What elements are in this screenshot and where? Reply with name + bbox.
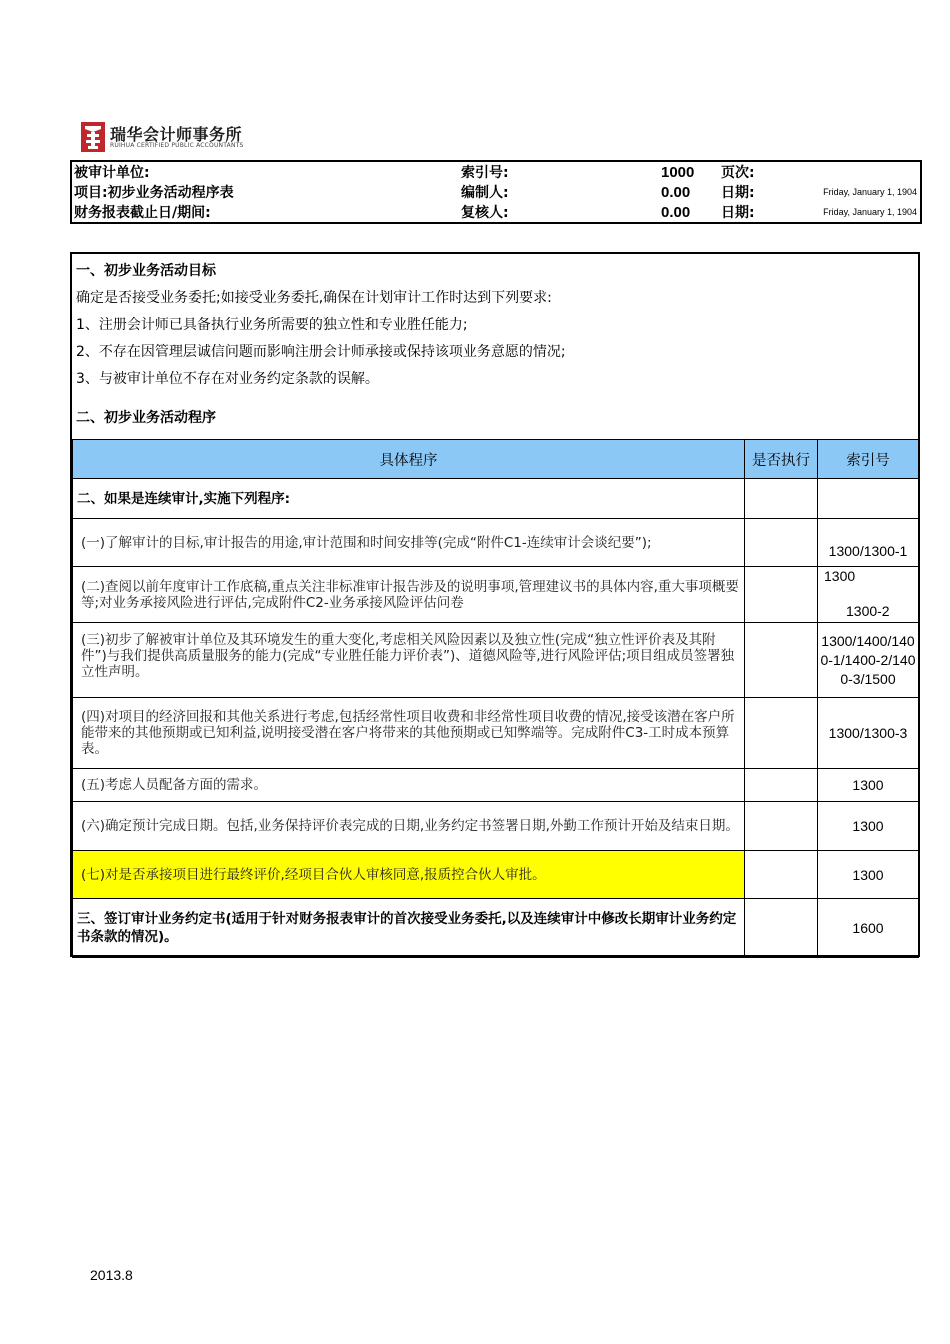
procedures-table: [72, 439, 919, 958]
procedure-text: (一)了解审计的目标,审计报告的用途,审计范围和时间安排等(完成“附件C1-连续审计会谈纪要”);: [73, 519, 745, 567]
reviewer-value: 0.00: [661, 203, 691, 221]
header-table: [70, 160, 922, 224]
version-label: 2013.8: [90, 1267, 133, 1283]
procedures-title: 二、初步业务活动程序: [76, 410, 216, 426]
reviewer-label: 复核人:: [461, 205, 509, 221]
company-logo: [80, 121, 280, 155]
procedure-index: 1300/1300-1: [818, 519, 919, 567]
prepared-date-label: 日期:: [721, 185, 755, 201]
section-continuing-audit: 二、如果是连续审计,实施下列程序:: [73, 479, 745, 519]
procedure-text: (三)初步了解被审计单位及其环境发生的重大变化,考虑相关风险因素以及独立性(完成“独立性评价表及其附件”)与我们提供高质量服务的能力(完成“专业胜任能力评价表”)、道德风险等,进行风险评估;项目组成员签署独立性声明。: [73, 623, 745, 698]
main-section: [70, 252, 920, 957]
table-row-highlighted: [73, 851, 919, 899]
procedure-index: 1300: [818, 802, 919, 851]
executed-cell[interactable]: [745, 519, 818, 567]
executed-cell[interactable]: [745, 479, 818, 519]
procedure-index: 1300: [818, 769, 919, 802]
table-row: [73, 899, 919, 958]
prepared-date-value: Friday, January 1, 1904: [823, 187, 917, 197]
index-label: 索引号:: [461, 165, 509, 181]
procedure-index: 1300/1400/1400-1/1400-2/1400-3/1500: [818, 623, 919, 698]
procedure-text: (六)确定预计完成日期。包括,业务保持评价表完成的日期,业务约定书签署日期,外勤工作预计开始及结束日期。: [73, 802, 745, 851]
procedure-text: (四)对项目的经济回报和其他关系进行考虑,包括经常性项目收费和非经常性项目收费的情况,接受该潜在客户所能带来的其他预期或已知利益,说明接受潜在客户将带来的其他预期或已知弊端等。完成附件C3-工时成本预算表。: [73, 698, 745, 769]
objectives-intro: 确定是否接受业务委托;如接受业务委托,确保在计划审计工作时达到下列要求:: [76, 290, 552, 306]
period-label: 财务报表截止日/期间:: [74, 205, 211, 221]
table-row: [73, 769, 919, 802]
column-index: 索引号: [818, 440, 919, 479]
header-row-1: [71, 161, 921, 182]
audited-entity-label: 被审计单位:: [74, 165, 150, 181]
executed-cell[interactable]: [745, 769, 818, 802]
executed-cell[interactable]: [745, 899, 818, 958]
procedure-index: 1300/1300-3: [818, 698, 919, 769]
review-date-label: 日期:: [721, 205, 755, 221]
executed-cell[interactable]: [745, 802, 818, 851]
table-row: [73, 479, 919, 519]
review-date-value: Friday, January 1, 1904: [823, 207, 917, 217]
section-engagement-letter: 三、签订审计业务约定书(适用于针对财务报表审计的首次接受业务委托,以及连续审计中修改长期审计业务约定书条款的情况)。: [73, 899, 745, 958]
executed-cell[interactable]: [745, 698, 818, 769]
header-row-2: [71, 182, 921, 202]
executed-cell[interactable]: [745, 851, 818, 899]
objective-item-1: 1、注册会计师已具备执行业务所需要的独立性和专业胜任能力;: [76, 317, 468, 333]
company-name-cn: 瑞华会计师事务所: [110, 125, 243, 144]
procedure-index: 1600: [818, 899, 919, 958]
procedure-text: (七)对是否承接项目进行最终评价,经项目合伙人审核同意,报质控合伙人审批。: [73, 851, 745, 899]
procedure-index-top: 1300: [824, 568, 856, 584]
procedure-index: 1300: [818, 851, 919, 899]
header-row-3: [71, 202, 921, 223]
column-procedure: 具体程序: [73, 440, 745, 479]
table-row: [73, 623, 919, 698]
company-name-en: RUIHUA CERTIFIED PUBLIC ACCOUNTANTS: [110, 142, 244, 149]
ruihua-logo-icon: [80, 121, 106, 153]
procedure-index-bottom: 1300-2: [846, 603, 890, 619]
project-label: 项目:初步业务活动程序表: [74, 185, 234, 201]
procedure-text: (五)考虑人员配备方面的需求。: [73, 769, 745, 802]
table-row: [73, 802, 919, 851]
executed-cell[interactable]: [745, 567, 818, 623]
page-label: 页次:: [721, 165, 755, 181]
objective-item-2: 2、不存在因管理层诚信问题而影响注册会计师承接或保持该项业务意愿的情况;: [76, 344, 566, 360]
objectives-title: 一、初步业务活动目标: [76, 263, 216, 279]
executed-cell[interactable]: [745, 623, 818, 698]
prepared-by-value: 0.00: [661, 183, 691, 201]
column-executed: 是否执行: [745, 440, 818, 479]
procedures-header-row: [73, 440, 919, 479]
procedure-text: (二)查阅以前年度审计工作底稿,重点关注非标准审计报告涉及的说明事项,管理建议书的具体内容,重大事项概要等;对业务承接风险进行评估,完成附件C2-业务承接风险评估问卷: [73, 567, 745, 623]
index-value: 1000: [661, 163, 695, 181]
table-row: [73, 567, 919, 623]
table-row: [73, 519, 919, 567]
table-row: [73, 698, 919, 769]
objective-item-3: 3、与被审计单位不存在对业务约定条款的误解。: [76, 371, 379, 387]
prepared-by-label: 编制人:: [461, 185, 509, 201]
